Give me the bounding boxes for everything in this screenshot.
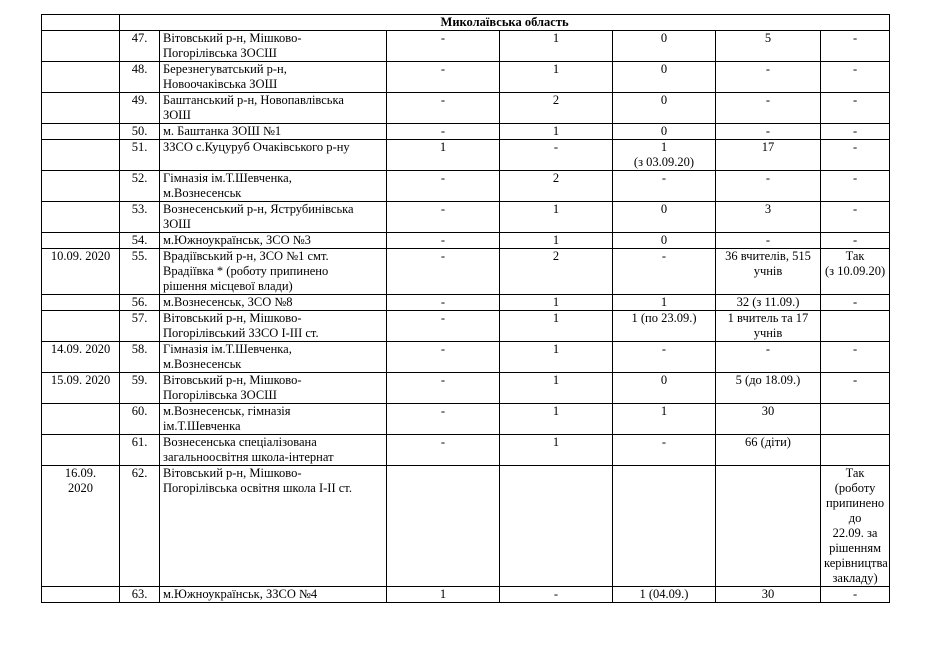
col1-cell-line: - [440,202,446,216]
col3-cell [613,342,716,373]
col4-cell-line: - [765,171,771,185]
school-cell [160,311,387,342]
col5-cell [821,311,890,342]
col2-cell-line: 1 [552,311,560,325]
col4-cell [716,295,821,311]
col2-cell [500,124,613,140]
col3-cell [613,124,716,140]
school-cell [160,404,387,435]
number-cell-line: 53. [131,202,148,216]
col3-cell [613,249,716,295]
school-cell-line: Врадіївка * (роботу припинено [163,264,329,278]
table-row [42,435,890,466]
col5-cell [821,249,890,295]
table-row [42,342,890,373]
table-row [42,311,890,342]
col1-cell [387,295,500,311]
number-cell [120,62,160,93]
col4-cell [716,124,821,140]
col5-cell-line: (роботу [834,481,876,495]
col3-cell-line: 0 [660,124,668,138]
col5-cell-line: закладу) [832,571,878,585]
table-row [42,373,890,404]
col4-cell-line: 30 [761,587,775,601]
col3-cell [613,404,716,435]
school-cell-line: м. Баштанка ЗОШ №1 [163,124,282,138]
table-body [42,15,890,603]
col1-cell [387,249,500,295]
table-row [42,93,890,124]
col5-cell [821,140,890,171]
col3-cell-line: 0 [660,31,668,45]
number-cell [120,295,160,311]
col1-cell-line: - [440,404,446,418]
col1-cell [387,124,500,140]
col2-cell-line: 1 [552,404,560,418]
col5-cell [821,435,890,466]
col3-cell [613,435,716,466]
col5-cell [821,295,890,311]
col5-cell-line: керівництва [824,556,888,570]
school-cell-line: м.Южноукраїнськ, ЗЗСО №4 [163,587,318,601]
col5-cell-line: 22.09. за [832,526,878,540]
school-cell-line: Вознесенська спеціалізована [163,435,317,449]
date-cell [42,435,120,466]
col5-cell-line: - [852,171,858,185]
school-cell-line: ім.Т.Шевченка [163,419,241,433]
col2-cell [500,171,613,202]
col1-cell [387,404,500,435]
col3-cell-line: - [661,342,667,356]
school-cell-line: Погорілівська освітня школа І-ІІ ст. [163,481,352,495]
date-cell-line: 16.09. [64,466,97,480]
col3-cell-line: (з 03.09.20) [633,155,695,169]
col4-cell-line: 36 вчителів, 515 [725,249,811,263]
col5-cell [821,62,890,93]
col1-cell [387,342,500,373]
col4-cell-line: учнів [753,264,783,278]
school-cell [160,93,387,124]
col5-cell-line: - [852,373,858,387]
date-cell [42,62,120,93]
table-row [42,249,890,295]
date-cell [42,233,120,249]
col5-cell [821,233,890,249]
col4-cell-line: 30 [761,404,775,418]
number-cell-line: 61. [131,435,148,449]
col4-cell [716,342,821,373]
col1-cell-line: - [440,295,446,309]
col3-cell [613,587,716,603]
col1-cell [387,62,500,93]
school-cell-line: м.Южноукраїнськ, ЗСО №3 [163,233,311,247]
table-row [42,31,890,62]
number-cell-line: 55. [131,249,148,263]
col3-cell-line: 0 [660,233,668,247]
col4-cell-line: - [765,342,771,356]
number-cell [120,466,160,587]
number-cell [120,233,160,249]
col5-cell [821,587,890,603]
col2-cell [500,233,613,249]
date-cell-line: 14.09. 2020 [50,342,111,356]
col5-cell-line: - [852,202,858,216]
number-cell [120,373,160,404]
col5-cell [821,373,890,404]
school-cell-line: Вітовський р-н, Мішково- [163,31,302,45]
col5-cell-line: - [852,233,858,247]
col2-cell-line: 1 [552,342,560,356]
school-cell [160,295,387,311]
date-cell [42,342,120,373]
table-row [42,587,890,603]
col1-cell-line: - [440,233,446,247]
col3-cell-line: 0 [660,93,668,107]
col2-cell [500,373,613,404]
col1-cell-line: - [440,435,446,449]
col1-cell-line: 1 [439,587,447,601]
col4-cell [716,311,821,342]
col4-cell [716,233,821,249]
date-cell [42,249,120,295]
col2-cell [500,435,613,466]
col3-cell-line: 0 [660,202,668,216]
table-row [42,140,890,171]
col2-cell [500,295,613,311]
col4-cell [716,249,821,295]
date-cell-line: 15.09. 2020 [50,373,111,387]
col4-cell-line: 3 [764,202,772,216]
col3-cell-line: 0 [660,62,668,76]
col4-cell-line: - [765,93,771,107]
col5-cell-line: - [852,587,858,601]
school-cell-line: Березнегуватський р-н, [163,62,287,76]
col2-cell-line: 2 [552,249,560,263]
col4-cell [716,404,821,435]
date-cell-line: 10.09. 2020 [50,249,111,263]
col1-cell [387,233,500,249]
col5-cell [821,342,890,373]
number-cell-line: 59. [131,373,148,387]
date-cell [42,295,120,311]
col2-cell [500,587,613,603]
col1-cell-line: - [440,249,446,263]
col4-cell-line: - [765,233,771,247]
date-cell [42,124,120,140]
school-cell [160,249,387,295]
school-cell [160,233,387,249]
table-row [42,295,890,311]
region-header-row [42,15,890,31]
col5-cell [821,93,890,124]
date-cell [42,466,120,587]
col4-cell-line: 1 вчитель та 17 [727,311,809,325]
col5-cell-line: - [852,124,858,138]
number-cell [120,171,160,202]
col4-cell [716,466,821,587]
col3-cell-line: 1 [660,140,668,154]
col2-cell [500,93,613,124]
school-cell-line: рішення місцевої влади) [163,279,293,293]
col3-cell [613,311,716,342]
col1-cell [387,140,500,171]
school-cell-line: м.Вознесенськ, ЗСО №8 [163,295,293,309]
number-cell-line: 62. [131,466,148,480]
col2-cell-line: 1 [552,295,560,309]
school-cell-line: Погорілівський ЗЗСО І-ІІІ ст. [163,326,319,340]
school-cell-line: Баштанський р-н, Новопавлівська [163,93,344,107]
number-cell-line: 50. [131,124,148,138]
col3-cell-line: 1 [660,295,668,309]
col2-cell-line: 1 [552,62,560,76]
col3-cell-line: - [661,435,667,449]
school-cell [160,62,387,93]
number-cell [120,124,160,140]
number-cell [120,311,160,342]
number-cell-line: 49. [131,93,148,107]
col5-cell-line: - [852,93,858,107]
school-cell-line: ЗОШ [163,217,191,231]
col1-cell [387,202,500,233]
col1-cell-line: - [440,31,446,45]
col2-cell-line: - [553,587,559,601]
col4-cell-line: 66 (діти) [745,435,791,449]
table-row [42,171,890,202]
col5-cell [821,31,890,62]
number-cell-line: 54. [131,233,148,247]
school-cell-line: Вітовський р-н, Мішково- [163,373,302,387]
school-cell-line: м.Вознесенськ, гімназія [163,404,291,418]
col1-cell [387,435,500,466]
region-title: Миколаївська область [120,15,890,31]
col2-cell [500,249,613,295]
col5-cell-line: припинено до [825,496,885,525]
col1-cell [387,93,500,124]
col2-cell [500,311,613,342]
school-cell-line: ЗЗСО с.Куцуруб Очаківського р-ну [163,140,350,154]
date-cell [42,31,120,62]
school-cell [160,342,387,373]
school-cell-line: Вітовський р-н, Мішково- [163,311,302,325]
number-cell-line: 47. [131,31,148,45]
col3-cell [613,466,716,587]
table-row [42,233,890,249]
col1-cell-line: - [440,62,446,76]
number-cell-line: 57. [131,311,148,325]
number-cell-line: 48. [131,62,148,76]
col4-cell [716,31,821,62]
col5-cell-line: рішенням [829,541,882,555]
col2-cell-line: 1 [552,373,560,387]
col2-cell [500,404,613,435]
date-cell [42,93,120,124]
school-cell-line: Гімназія ім.Т.Шевченка, [163,342,292,356]
col1-cell-line: 1 [439,140,447,154]
col2-cell-line: 1 [552,124,560,138]
col5-cell [821,124,890,140]
col2-cell-line: 1 [552,202,560,216]
col4-cell [716,373,821,404]
school-cell-line: Врадіївський р-н, ЗСО №1 смт. [163,249,329,263]
col4-cell [716,171,821,202]
col3-cell [613,140,716,171]
school-cell-line: Вітовський р-н, Мішково- [163,466,302,480]
col1-cell-line: - [440,93,446,107]
col5-cell-line: - [852,342,858,356]
school-cell [160,435,387,466]
col4-cell-line: - [765,62,771,76]
table-row [42,124,890,140]
col4-cell-line: 32 (з 11.09.) [736,295,800,309]
col5-cell-line: - [852,295,858,309]
number-cell [120,31,160,62]
date-cell-line: 2020 [68,481,93,495]
col1-cell-line: - [440,342,446,356]
col4-cell-line: 5 (до 18.09.) [735,373,801,387]
col3-cell [613,171,716,202]
date-cell [42,202,120,233]
number-cell-line: 51. [131,140,148,154]
col3-cell [613,62,716,93]
col4-cell [716,587,821,603]
col5-cell [821,466,890,587]
schools-table [41,14,890,603]
number-cell [120,435,160,466]
school-cell-line: ЗОШ [163,108,191,122]
col4-cell-line: учнів [753,326,783,340]
col1-cell [387,373,500,404]
col4-cell-line: 17 [761,140,775,154]
number-cell [120,249,160,295]
number-cell [120,404,160,435]
col3-cell [613,93,716,124]
school-cell-line: загальноосвітня школа-інтернат [163,450,334,464]
number-cell [120,93,160,124]
col2-cell [500,342,613,373]
col4-cell [716,140,821,171]
col1-cell [387,171,500,202]
number-cell-line: 63. [131,587,148,601]
col2-cell-line: 2 [552,93,560,107]
school-cell-line: Погорілівська ЗОСШ [163,388,277,402]
number-cell-line: 58. [131,342,148,356]
col3-cell [613,373,716,404]
col2-cell [500,466,613,587]
date-cell [42,373,120,404]
col5-cell [821,171,890,202]
col2-cell [500,202,613,233]
col2-cell-line: - [553,140,559,154]
school-cell-line: Вознесенський р-н, Яструбинівська [163,202,354,216]
col4-cell-line: - [765,124,771,138]
number-cell [120,140,160,171]
number-cell [120,202,160,233]
col2-cell-line: 2 [552,171,560,185]
col3-cell [613,202,716,233]
col1-cell-line: - [440,373,446,387]
col3-cell [613,233,716,249]
school-cell-line: м.Вознесенськ [163,186,242,200]
col2-cell [500,31,613,62]
school-cell-line: Новоочаківська ЗОШ [163,77,278,91]
col5-cell [821,202,890,233]
table-row [42,62,890,93]
table-row [42,202,890,233]
col3-cell-line: 0 [660,373,668,387]
col2-cell [500,62,613,93]
col4-cell [716,93,821,124]
number-cell [120,587,160,603]
col1-cell-line: - [440,124,446,138]
col5-cell-line: - [852,140,858,154]
col3-cell-line: - [661,249,667,263]
col2-cell-line: 1 [552,31,560,45]
col2-cell-line: 1 [552,233,560,247]
table-row [42,404,890,435]
date-cell [42,587,120,603]
col3-cell [613,295,716,311]
table-row [42,466,890,587]
col4-cell [716,202,821,233]
number-cell-line: 52. [131,171,148,185]
school-cell-line: м.Вознесенськ [163,357,242,371]
date-cell [42,171,120,202]
col4-cell [716,435,821,466]
col1-cell [387,311,500,342]
number-cell-line: 60. [131,404,148,418]
col3-cell-line: 1 [660,404,668,418]
school-cell-line: Гімназія ім.Т.Шевченка, [163,171,292,185]
col5-cell-line: (з 10.09.20) [824,264,886,278]
date-cell [42,15,120,31]
col5-cell-line: - [852,31,858,45]
col1-cell-line: - [440,171,446,185]
number-cell-line: 56. [131,295,148,309]
col5-cell [821,404,890,435]
school-cell [160,202,387,233]
col3-cell-line: - [661,171,667,185]
col3-cell-line: 1 (по 23.09.) [631,311,697,325]
col1-cell [387,31,500,62]
col1-cell [387,587,500,603]
school-cell-line: Погорілівська ЗОСШ [163,46,277,60]
school-cell [160,140,387,171]
school-cell [160,373,387,404]
date-cell [42,140,120,171]
number-cell [120,342,160,373]
col5-cell-line: - [852,62,858,76]
school-cell [160,124,387,140]
col1-cell [387,466,500,587]
col2-cell-line: 1 [552,435,560,449]
col5-cell-line: Так [845,249,865,263]
col4-cell [716,62,821,93]
school-cell [160,31,387,62]
date-cell [42,311,120,342]
date-cell [42,404,120,435]
col1-cell-line: - [440,311,446,325]
school-cell [160,587,387,603]
school-cell [160,171,387,202]
col4-cell-line: 5 [764,31,772,45]
school-cell [160,466,387,587]
col3-cell [613,31,716,62]
col2-cell [500,140,613,171]
col5-cell-line: Так [845,466,865,480]
col3-cell-line: 1 (04.09.) [639,587,689,601]
